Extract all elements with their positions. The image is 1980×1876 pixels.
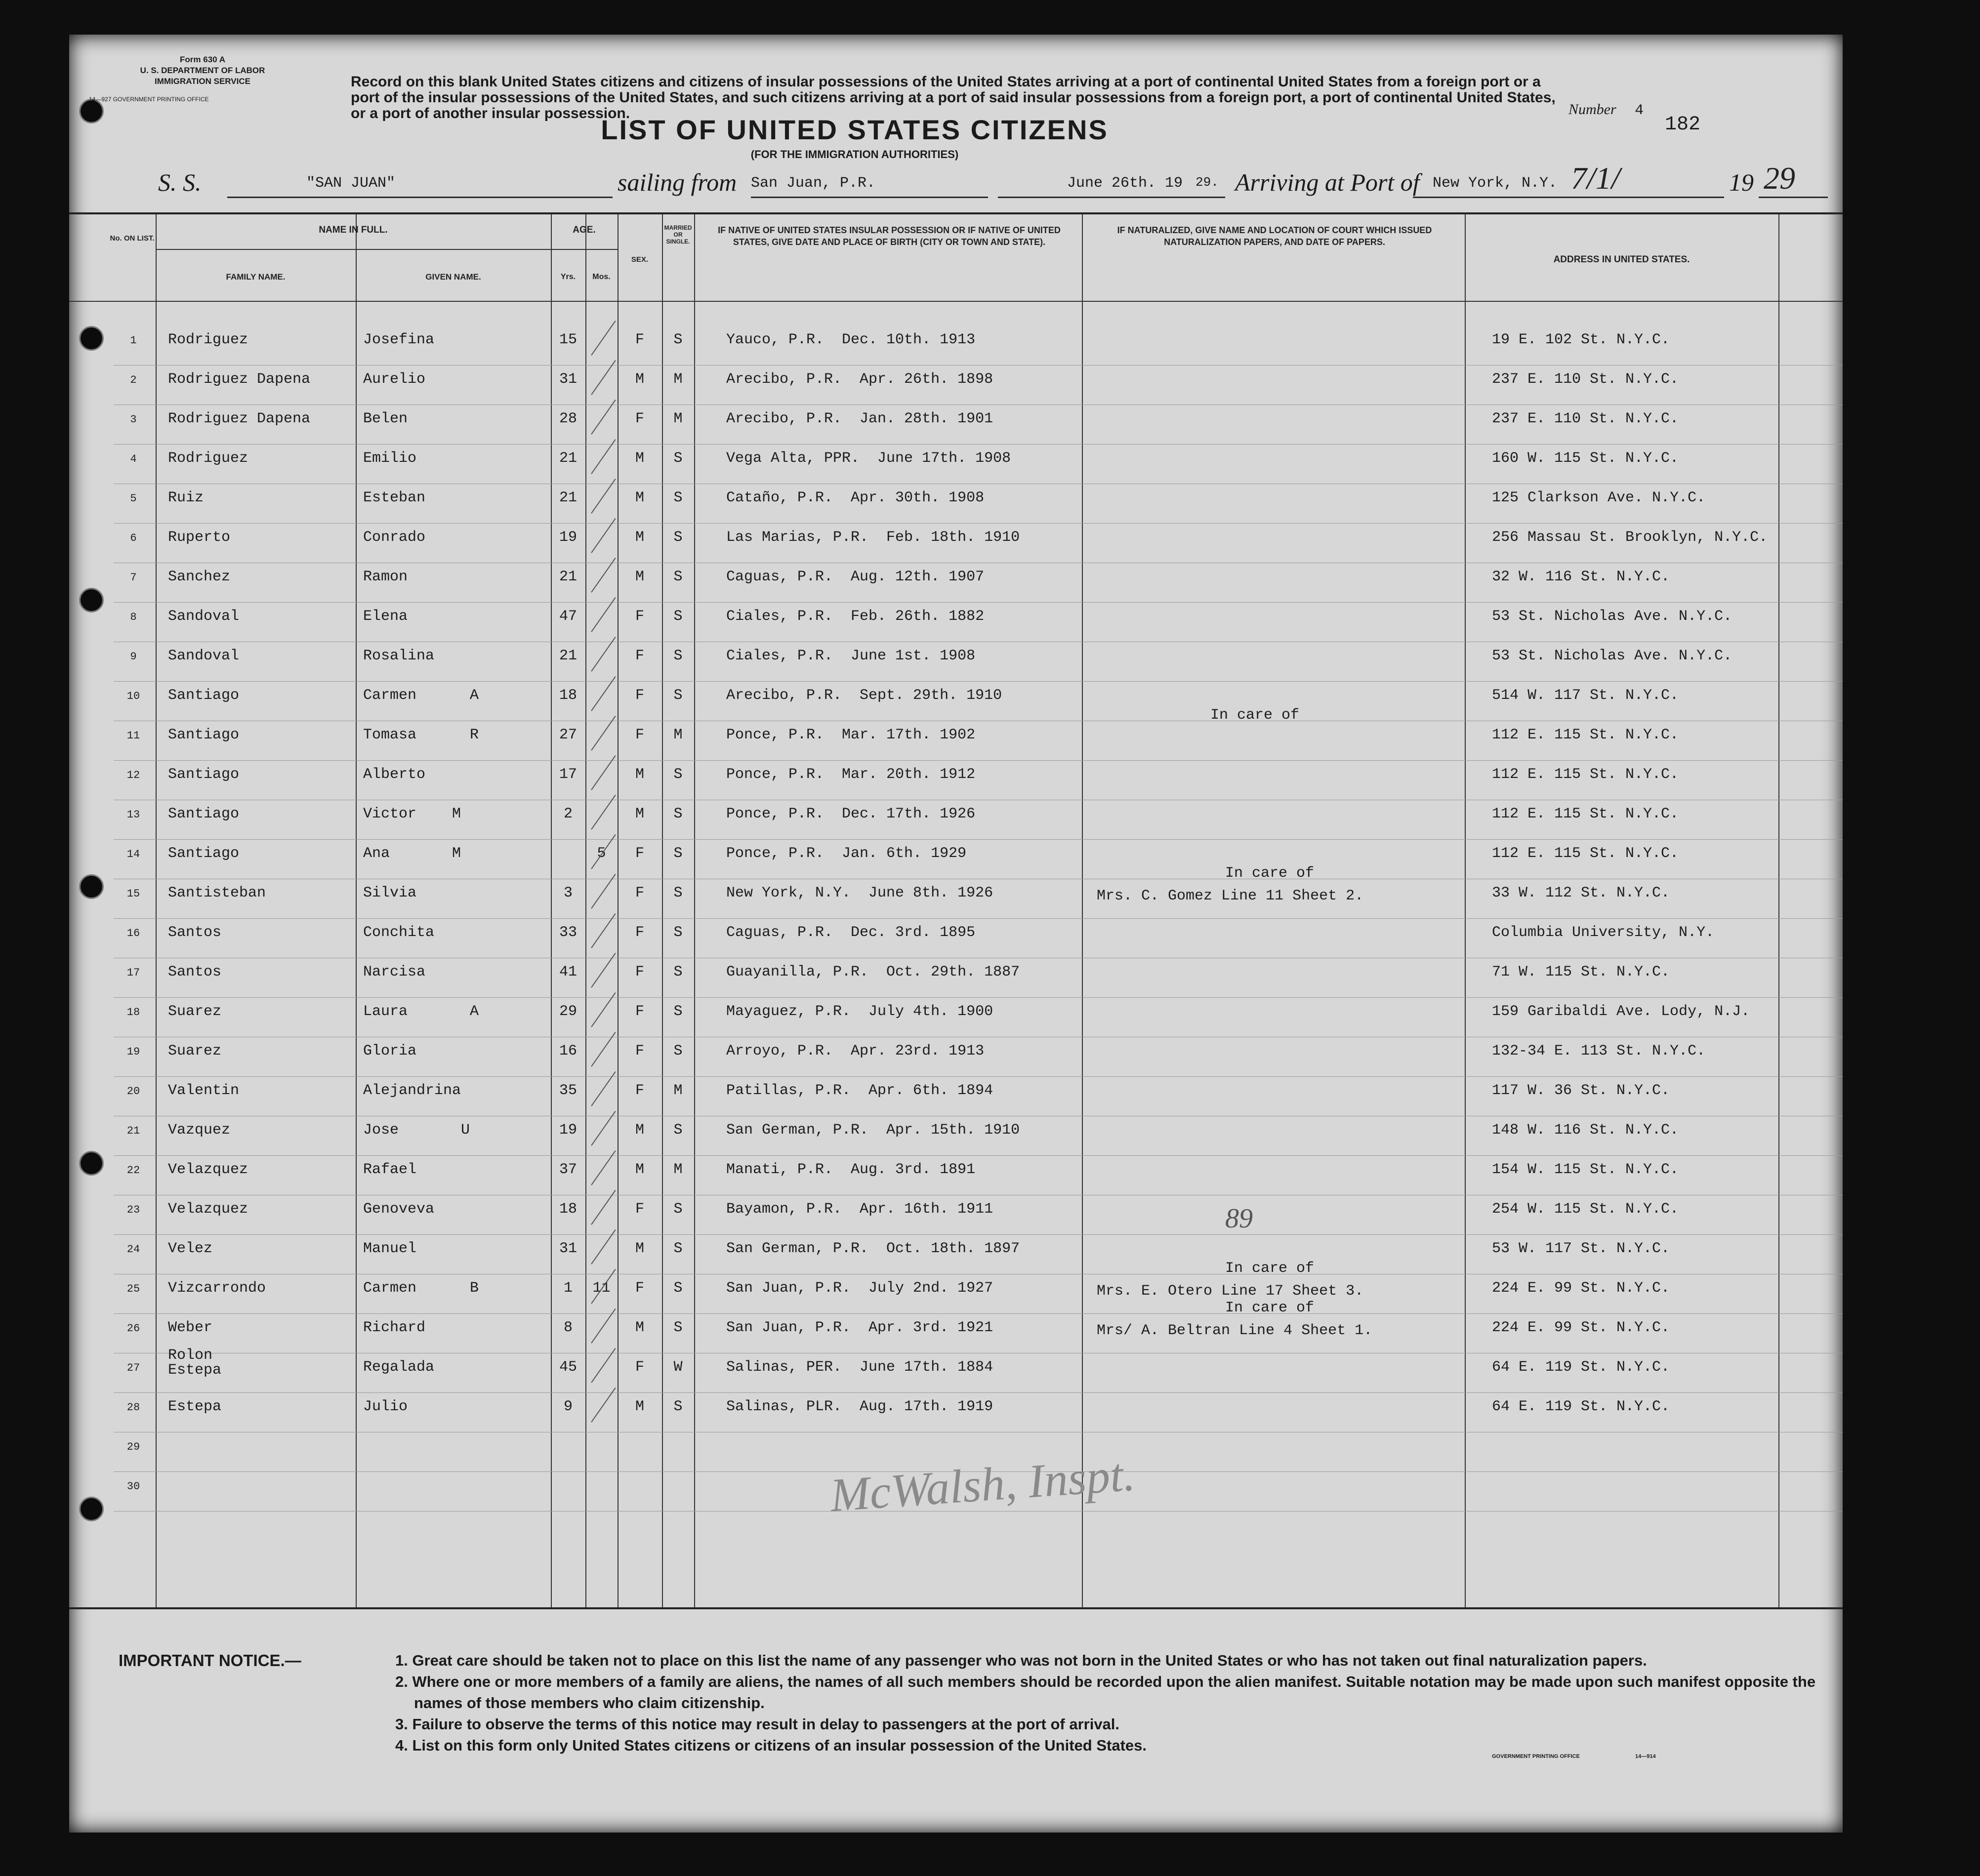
age-years: 35 [559,1082,577,1099]
line-number: 12 [126,769,140,781]
line-number: 16 [126,927,140,939]
line-number: 9 [130,651,137,663]
sex: F [635,1201,644,1218]
birth-place-date: Guayanilla, P.R. Oct. 29th. 1887 [726,964,1020,980]
arrival-date-handwritten: 7/1/ [1571,161,1620,196]
number-label: Number [1568,101,1616,118]
address: 256 Massau St. Brooklyn, N.Y.C. [1492,529,1768,546]
marital-status: M [673,410,683,427]
age-years: 28 [559,410,577,427]
marital-status: M [673,371,683,388]
given-name: Genoveva [363,1201,435,1218]
sailing-from: San Juan, P.R. [751,175,876,192]
age-check-mark [591,321,616,356]
age-years: 21 [559,569,577,585]
sex: F [635,1359,644,1376]
address: 237 E. 110 St. N.Y.C. [1492,410,1679,427]
family-name: Santiago [168,766,240,783]
inspector-signature: McWalsh, Inspt. [828,1447,1137,1522]
address: 71 W. 115 St. N.Y.C. [1492,964,1670,980]
given-name: Carmen A [363,687,479,704]
birth-place-date: Cataño, P.R. Apr. 30th. 1908 [726,489,985,506]
birth-place-date: San Juan, P.R. Apr. 3rd. 1921 [726,1319,993,1336]
age-years: 18 [559,687,577,704]
line-number: 21 [126,1125,140,1137]
birth-place-date: Arroyo, P.R. Apr. 23rd. 1913 [726,1043,985,1060]
line-number: 18 [126,1006,140,1019]
birth-place-date: Ponce, P.R. Mar. 17th. 1902 [726,727,976,743]
family-name: Santisteban [168,885,266,901]
birth-place-date: Salinas, PER. June 17th. 1884 [726,1359,993,1376]
given-name: Tomasa R [363,727,479,743]
age-years: 9 [563,1398,573,1415]
given-name: Conchita [363,924,435,941]
age-years: 31 [559,371,577,388]
family-name: Rodriguez [168,331,248,348]
age-years: 1 [563,1280,573,1297]
birth-place-date: Arecibo, P.R. Apr. 26th. 1898 [726,371,993,388]
voyage-line [158,161,1828,203]
row-divider [114,997,1843,998]
address: 33 W. 112 St. N.Y.C. [1492,885,1670,901]
sex: F [635,1082,644,1099]
address: 112 E. 115 St. N.Y.C. [1492,727,1679,743]
address: 148 W. 116 St. N.Y.C. [1492,1122,1679,1139]
birth-place-date: Arecibo, P.R. Sept. 29th. 1910 [726,687,1002,704]
age-years: 17 [559,766,577,783]
family-name: Estepa [168,1398,222,1415]
age-years: 19 [559,529,577,546]
row-divider [114,1234,1843,1235]
in-care-of-label: In care of [1225,1260,1315,1277]
line-number: 27 [126,1362,140,1374]
sex: F [635,410,644,427]
birth-place-date: Manati, P.R. Aug. 3rd. 1891 [726,1161,976,1178]
notice-item: 1. Great care should be taken not to place on this list the name of any passenger who was not born in the United States or who has not taken out final naturalization papers. [395,1652,1647,1669]
birth-place-date: New York, N.Y. June 8th. 1926 [726,885,993,901]
family-name: Santos [168,924,222,941]
address: 224 E. 99 St. N.Y.C. [1492,1319,1670,1336]
line-number: 19 [126,1046,140,1058]
marital-status: S [673,885,683,901]
birth-place-date: Patillas, P.R. Apr. 6th. 1894 [726,1082,993,1099]
header-marital: MARRIED OR SINGLE. [664,224,692,245]
address: 112 E. 115 St. N.Y.C. [1492,845,1679,862]
age-years: 31 [559,1240,577,1257]
row-divider [114,839,1843,840]
address: Columbia University, N.Y. [1492,924,1715,941]
line-number: 5 [130,492,137,505]
in-care-of-label: In care of [1225,865,1315,882]
header-yrs: Yrs. [560,273,576,281]
family-name: Weber [168,1319,213,1336]
given-name: Josefina [363,331,435,348]
family-name: Valentin [168,1082,240,1099]
row-divider [114,523,1843,524]
naturalization-reference: Mrs/ A. Beltran Line 4 Sheet 1. [1097,1322,1373,1339]
line-number: 11 [126,730,140,742]
header-address: ADDRESS IN UNITED STATES. [1553,254,1690,265]
marital-status: S [673,845,683,862]
address: 254 W. 115 St. N.Y.C. [1492,1201,1679,1218]
birth-place-date: Salinas, PLR. Aug. 17th. 1919 [726,1398,993,1415]
sex: F [635,964,644,980]
line-number: 1 [130,334,137,347]
address: 53 St. Nicholas Ave. N.Y.C. [1492,648,1732,664]
marital-status: S [673,1240,683,1257]
age-years: 3 [563,885,573,901]
row-divider [114,760,1843,761]
given-name: Carmen B [363,1280,479,1297]
line-number: 7 [130,571,137,584]
pencil-mark: 89 [1225,1203,1253,1234]
sailing-year: 29. [1196,175,1219,190]
marital-status: S [673,806,683,822]
age-years: 15 [559,331,577,348]
instructions: Record on this blank United States citizens and citizens of insular possessions of the United States arriving at a port of continental United States from a foreign port or a port of the insular possessions of the United States, and such citizens arriving at a port of said insular possessions from a foreign port, a port of continental United States, or a port of another insular possession. [351,74,1556,122]
birth-place-date: Arecibo, P.R. Jan. 28th. 1901 [726,410,993,427]
given-name: Gloria [363,1043,417,1060]
family-name: Rolon Estepa [168,1347,222,1379]
family-name: Rodriguez Dapena [168,410,311,427]
birth-place-date: Ciales, P.R. June 1st. 1908 [726,648,976,664]
sex: F [635,608,644,625]
number-field [1568,101,1644,119]
birth-place-date: Las Marias, P.R. Feb. 18th. 1910 [726,529,1020,546]
printer-code: 14—914 [1635,1754,1656,1759]
page-subtitle: (FOR THE IMMIGRATION AUTHORITIES) [750,148,959,161]
given-name: Regalada [363,1359,435,1376]
sex: M [635,569,644,585]
birth-place-date: Vega Alta, PPR. June 17th. 1908 [726,450,1011,467]
row-divider [114,1392,1843,1393]
line-number: 26 [126,1322,140,1335]
birth-place-date: San German, P.R. Oct. 18th. 1897 [726,1240,1020,1257]
line-number: 13 [126,809,140,821]
marital-status: S [673,1003,683,1020]
family-name: Santiago [168,727,240,743]
ss-label: S. S. [158,168,202,196]
sex: M [635,529,644,546]
sex: F [635,648,644,664]
family-name: Santiago [168,806,240,822]
header-given-name: GIVEN NAME. [425,272,481,282]
marital-status: S [673,569,683,585]
birth-place-date: Ponce, P.R. Jan. 6th. 1929 [726,845,967,862]
marital-status: S [673,1319,683,1336]
address: 32 W. 116 St. N.Y.C. [1492,569,1670,585]
page-title: LIST OF UNITED STATES CITIZENS [601,114,1109,145]
birth-place-date: Caguas, P.R. Dec. 3rd. 1895 [726,924,976,941]
birth-place-date: San Juan, P.R. July 2nd. 1927 [726,1280,993,1297]
address: 237 E. 110 St. N.Y.C. [1492,371,1679,388]
sex: M [635,1398,644,1415]
address: 117 W. 36 St. N.Y.C. [1492,1082,1670,1099]
family-name: Suarez [168,1043,222,1060]
sex: F [635,1003,644,1020]
header-name-in-full: NAME IN FULL. [319,225,388,235]
birth-place-date: Ponce, P.R. Dec. 17th. 1926 [726,806,976,822]
line-number: 4 [130,453,137,465]
marital-status: S [673,331,683,348]
marital-status: M [673,727,683,743]
line-number: 24 [126,1243,140,1256]
row-divider [114,918,1843,919]
marital-status: S [673,608,683,625]
naturalization-reference: Mrs. C. Gomez Line 11 Sheet 2. [1097,888,1364,904]
birth-place-date: Ponce, P.R. Mar. 20th. 1912 [726,766,976,783]
sex: M [635,1319,644,1336]
year-handwritten: 29 [1764,161,1795,196]
given-name: Rosalina [363,648,435,664]
header-mos: Mos. [592,273,611,281]
sex: F [635,885,644,901]
given-name: Emilio [363,450,417,467]
address: 64 E. 119 St. N.Y.C. [1492,1359,1670,1376]
row-divider [114,1313,1843,1314]
birth-place-date: Bayamon, P.R. Apr. 16th. 1911 [726,1201,993,1218]
given-name: Esteban [363,489,426,506]
line-number: 2 [130,374,137,386]
form-identifier [89,54,316,105]
manifest-table [69,212,1843,1609]
sex: M [635,766,644,783]
age-months: 5 [597,845,606,862]
sex: M [635,1122,644,1139]
family-name: Velez [168,1240,213,1257]
row-divider [114,365,1843,366]
family-name: Santiago [168,845,240,862]
marital-status: W [673,1359,683,1376]
printer-mark: GOVERNMENT PRINTING OFFICE [1492,1754,1580,1759]
line-number: 28 [126,1401,140,1414]
birth-place-date: Ciales, P.R. Feb. 26th. 1882 [726,608,985,625]
sailing-label: sailing from [618,168,737,196]
line-number: 29 [126,1441,140,1453]
line-number: 10 [126,690,140,702]
department: U. S. DEPARTMENT OF LABOR [140,66,265,75]
birth-place-date: Yauco, P.R. Dec. 10th. 1913 [726,331,976,348]
header-no-on-list: No. ON LIST. [110,234,155,243]
marital-status: M [673,1082,683,1099]
age-years: 2 [563,806,573,822]
line-number: 22 [126,1164,140,1177]
age-years: 16 [559,1043,577,1060]
address: 159 Garibaldi Ave. Lody, N.J. [1492,1003,1750,1020]
sex: F [635,845,644,862]
given-name: Victor M [363,806,461,822]
address: 112 E. 115 St. N.Y.C. [1492,806,1679,822]
header-birthplace: IF NATIVE OF UNITED STATES INSULAR POSSESSION OR IF NATIVE OF UNITED STATES, GIVE DATE AND PLACE OF BIRTH (CITY OR TOWN AND STATE). [718,225,1061,247]
line-number: 20 [126,1085,140,1098]
sex: F [635,1280,644,1297]
given-name: Silvia [363,885,417,901]
marital-status: S [673,687,683,704]
given-name: Jose U [363,1122,470,1139]
address: 125 Clarkson Ave. N.Y.C. [1492,489,1706,506]
form-number: Form 630 A [180,55,225,64]
age-years: 37 [559,1161,577,1178]
in-care-of-label: In care of [1225,1300,1315,1316]
naturalization-reference: Mrs. E. Otero Line 17 Sheet 3. [1097,1283,1364,1300]
print-code: 14—927 GOVERNMENT PRINTING OFFICE [89,96,209,103]
age-years: 41 [559,964,577,980]
address: 154 W. 115 St. N.Y.C. [1492,1161,1679,1178]
given-name: Alejandrina [363,1082,461,1099]
sex: M [635,489,644,506]
family-name: Ruperto [168,529,231,546]
line-number: 14 [126,848,140,860]
address: 19 E. 102 St. N.Y.C. [1492,331,1670,348]
age-years: 8 [563,1319,573,1336]
address: 112 E. 115 St. N.Y.C. [1492,766,1679,783]
family-name: Vizcarrondo [168,1280,266,1297]
family-name: Sandoval [168,608,240,625]
marital-status: S [673,489,683,506]
marital-status: M [673,1161,683,1178]
age-years: 21 [559,489,577,506]
age-years: 18 [559,1201,577,1218]
family-name: Rodriguez [168,450,248,467]
sheet-number: 182 [1665,114,1701,136]
given-name: Julio [363,1398,408,1415]
address: 514 W. 117 St. N.Y.C. [1492,687,1679,704]
birth-place-date: San German, P.R. Apr. 15th. 1910 [726,1122,1020,1139]
age-years: 47 [559,608,577,625]
given-name: Elena [363,608,408,625]
given-name: Alberto [363,766,426,783]
header-age: AGE. [573,225,596,235]
marital-status: S [673,1280,683,1297]
family-name: Santiago [168,687,240,704]
arriving-label: Arriving at Port of [1235,168,1420,196]
sex: F [635,924,644,941]
address: 224 E. 99 St. N.Y.C. [1492,1280,1670,1297]
line-number: 17 [126,967,140,979]
address: 53 W. 117 St. N.Y.C. [1492,1240,1670,1257]
family-name: Velazquez [168,1201,248,1218]
age-years: 45 [559,1359,577,1376]
manifest-sheet [69,35,1843,1833]
marital-status: S [673,1398,683,1415]
family-name: Santos [168,964,222,980]
marital-status: S [673,450,683,467]
family-name: Velazquez [168,1161,248,1178]
sex: M [635,371,644,388]
header-sex: SEX. [631,255,649,264]
year-prefix: 19 [1729,168,1754,196]
age-months: 11 [592,1280,611,1297]
family-name: Sandoval [168,648,240,664]
row-divider [114,1076,1843,1077]
given-name: Rafael [363,1161,417,1178]
row-divider [114,681,1843,682]
sailing-date: June 26th. 19 [1067,175,1183,192]
given-name: Laura A [363,1003,479,1020]
family-name: Vazquez [168,1122,231,1139]
birth-place-date: Mayaguez, P.R. July 4th. 1900 [726,1003,993,1020]
given-name: Manuel [363,1240,417,1257]
in-care-of-label: In care of [1210,707,1300,724]
sex: M [635,806,644,822]
given-name: Richard [363,1319,426,1336]
birth-place-date: Caguas, P.R. Aug. 12th. 1907 [726,569,985,585]
address: 132-34 E. 113 St. N.Y.C. [1492,1043,1706,1060]
marital-status: S [673,1043,683,1060]
notice-item: 2. Where one or more members of a family are aliens, the names of all such members should be recorded upon the alien manifest. Suitable notation may be made upon such manifest opposite the names of those members who claim citizenship. [395,1673,1816,1712]
given-name: Ana M [363,845,461,862]
number-value: 4 [1635,102,1644,119]
given-name: Ramon [363,569,408,585]
age-years: 27 [559,727,577,743]
line-number: 3 [130,413,137,426]
marital-status: S [673,964,683,980]
notice-item: 3. Failure to observe the terms of this notice may result in delay to passengers at the port of arrival. [395,1715,1120,1733]
sex: F [635,727,644,743]
row-divider [114,1155,1843,1156]
sex: F [635,1043,644,1060]
header-naturalized: IF NATURALIZED, GIVE NAME AND LOCATION OF COURT WHICH ISSUED NATURALIZATION PAPERS, AND DATE OF PAPERS. [1117,225,1432,247]
family-name: Sanchez [168,569,231,585]
line-number: 23 [126,1204,140,1216]
address: 64 E. 119 St. N.Y.C. [1492,1398,1670,1415]
address: 160 W. 115 St. N.Y.C. [1492,450,1679,467]
given-name: Aurelio [363,371,426,388]
age-years: 33 [559,924,577,941]
address: 53 St. Nicholas Ave. N.Y.C. [1492,608,1732,625]
line-number: 25 [126,1283,140,1295]
row-divider [114,602,1843,603]
given-name: Conrado [363,529,426,546]
marital-status: S [673,924,683,941]
line-number: 6 [130,532,137,544]
given-name: Narcisa [363,964,426,980]
sex: M [635,1161,644,1178]
ship-name: "SAN JUAN" [306,175,396,192]
notice-lead: IMPORTANT NOTICE.— [119,1651,301,1670]
sex: F [635,687,644,704]
sex: M [635,1240,644,1257]
sex: M [635,450,644,467]
age-years: 21 [559,450,577,467]
given-name: Belen [363,410,408,427]
marital-status: S [673,1122,683,1139]
arrival-port: New York, N.Y. [1433,175,1558,192]
age-years: 21 [559,648,577,664]
header-family-name: FAMILY NAME. [226,272,286,282]
family-name: Rodriguez Dapena [168,371,311,388]
marital-status: S [673,766,683,783]
family-name: Suarez [168,1003,222,1020]
marital-status: S [673,1201,683,1218]
service: IMMIGRATION SERVICE [155,77,250,86]
sex: F [635,331,644,348]
line-number: 15 [126,888,140,900]
marital-status: S [673,529,683,546]
line-number: 30 [126,1480,140,1493]
row-divider [114,444,1843,445]
notice-item: 4. List on this form only United States citizens or citizens of an insular possession of the United States. [395,1737,1147,1754]
age-years: 19 [559,1122,577,1139]
age-years: 29 [559,1003,577,1020]
line-number: 8 [130,611,137,623]
family-name: Ruiz [168,489,204,506]
marital-status: S [673,648,683,664]
